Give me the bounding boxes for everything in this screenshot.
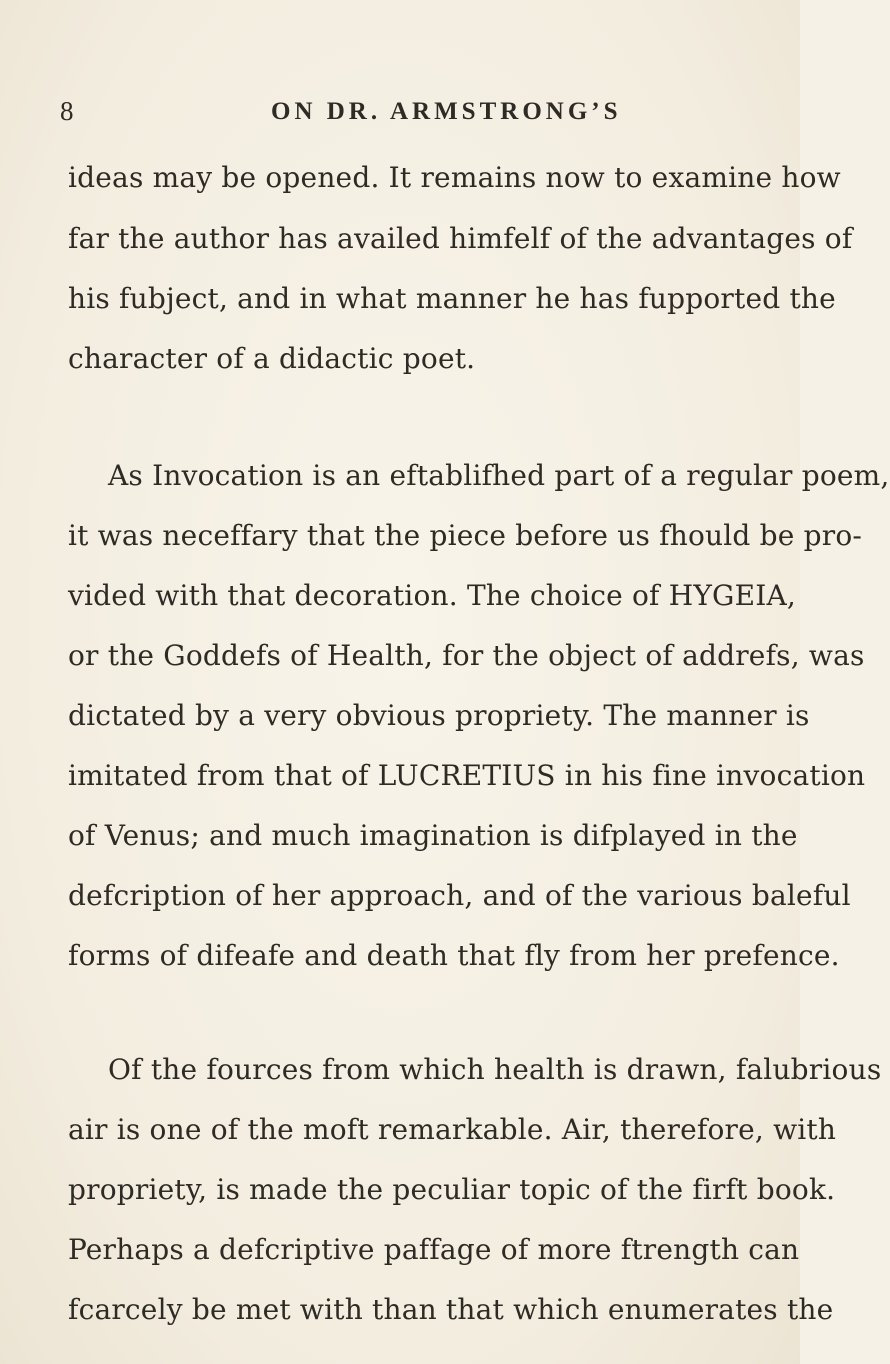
text-line: his fubject, and in what manner he has fupported the (68, 282, 836, 315)
text-line: ideas may be opened. It remains now to examine how (68, 161, 841, 194)
text-line: air is one of the moft remarkable. Air, therefore, with (68, 1113, 837, 1146)
text-line: fcarcely be met with than that which enumerates the (68, 1293, 834, 1326)
text-line: vided with that decoration. The choice of HYGEIA, (68, 579, 797, 612)
text-line: propriety, is made the peculiar topic of the firft book. (68, 1173, 836, 1206)
page-header (58, 96, 758, 132)
page-number: 8 (60, 96, 74, 126)
text-line: imitated from that of LUCRETIUS in his fine invocation (68, 759, 866, 792)
text-line: of Venus; and much imagination is difplayed in the (68, 819, 798, 852)
text-line: far the author has availed himfelf of the advantages of (68, 222, 853, 255)
text-line: it was neceffary that the piece before us fhould be pro- (68, 519, 863, 552)
text-line: character of a didactic poet. (68, 342, 476, 375)
text-line: defcription of her approach, and of the various baleful (68, 879, 851, 912)
text-line: forms of difeafe and death that fly from her prefence. (68, 939, 840, 972)
text-line: Of the fources from which health is drawn, falubrious (108, 1053, 882, 1086)
text-line: dictated by a very obvious propriety. The manner is (68, 699, 810, 732)
text-line: or the Goddefs of Health, for the object of addrefs, was (68, 639, 865, 672)
text-line: Perhaps a defcriptive paffage of more ftrength can (68, 1233, 800, 1266)
text-line: As Invocation is an eftablifhed part of a regular poem, (108, 459, 890, 492)
running-head: ON DR. ARMSTRONG’S (271, 98, 622, 125)
